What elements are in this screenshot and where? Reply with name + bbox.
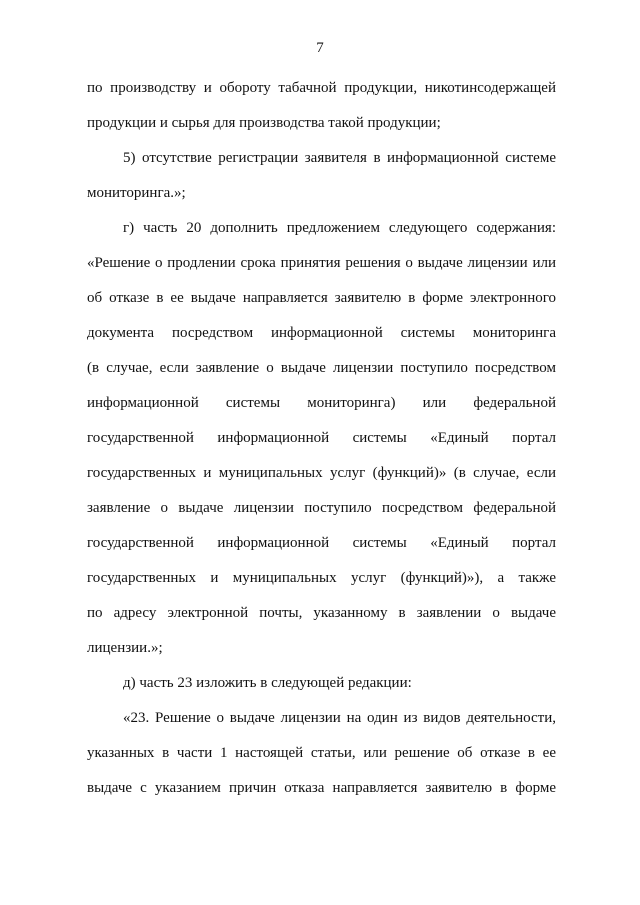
text-line: государственных и муниципальных услуг (функций)»), а также — [87, 570, 556, 586]
text-line: государственной информационной системы «Единый портал — [87, 430, 556, 446]
text-line: указанных в части 1 настоящей статьи, или решение об отказе в ее — [87, 745, 556, 761]
text-line: заявление о выдаче лицензии поступило посредством федеральной — [87, 500, 556, 516]
text-line: «Решение о продлении срока принятия решения о выдаче лицензии или — [87, 255, 556, 271]
document-body — [87, 71, 556, 806]
text-line: (в случае, если заявление о выдаче лицензии поступило посредством — [87, 360, 556, 376]
text-line: мониторинга.»; — [87, 185, 186, 201]
text-line: выдаче с указанием причин отказа направляется заявителю в форме — [87, 780, 556, 796]
text-line: продукции и сырья для производства такой продукции; — [87, 115, 441, 131]
text-line: документа посредством информационной системы мониторинга — [87, 325, 556, 341]
text-line: государственной информационной системы «Единый портал — [87, 535, 556, 551]
page-number: 7 — [316, 40, 324, 56]
text-line: по производству и обороту табачной продукции, никотинсодержащей — [87, 80, 556, 96]
text-line: государственных и муниципальных услуг (функций)» (в случае, если — [87, 465, 556, 481]
text-line: лицензии.»; — [87, 640, 163, 656]
text-line: «23. Решение о выдаче лицензии на один из видов деятельности, — [123, 710, 556, 726]
text-line: д) часть 23 изложить в следующей редакции: — [123, 675, 412, 691]
text-line: по адресу электронной почты, указанному в заявлении о выдаче — [87, 605, 556, 621]
text-line: об отказе в ее выдаче направляется заявителю в форме электронного — [87, 290, 556, 306]
text-line: г) часть 20 дополнить предложением следующего содержания: — [123, 220, 556, 236]
text-line: 5) отсутствие регистрации заявителя в информационной системе — [123, 150, 556, 166]
text-line: информационной системы мониторинга) или федеральной — [87, 395, 556, 411]
